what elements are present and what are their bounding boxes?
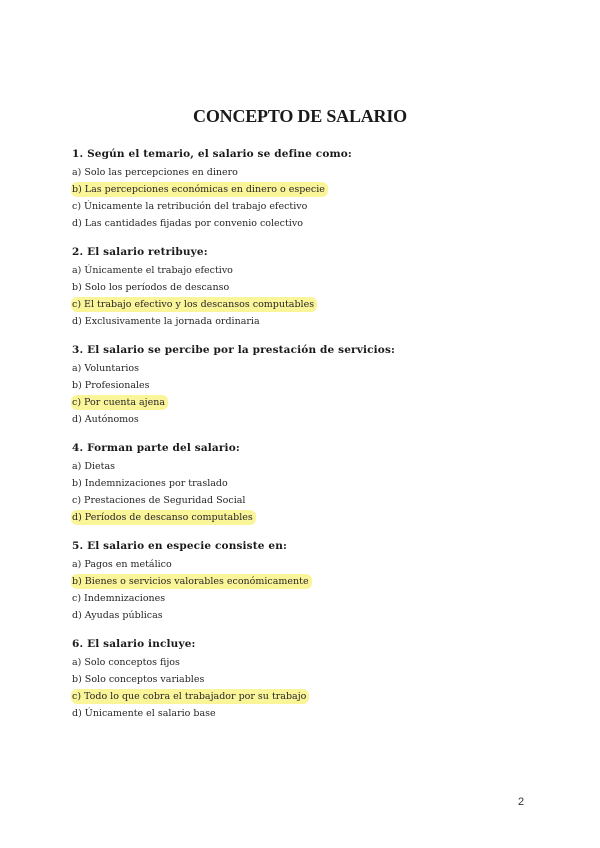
question-text: 3. El salario se percibe por la prestación de servicios:: [72, 344, 396, 356]
answer-option: b) Solo conceptos variables: [72, 674, 205, 685]
answer-option: c) Indemnizaciones: [72, 593, 166, 604]
page-title: CONCEPTO DE SALARIO: [193, 106, 407, 126]
question-list: [72, 147, 542, 735]
question-3: [72, 343, 542, 428]
question-2: [72, 245, 542, 330]
answer-option: c) Prestaciones de Seguridad Social: [72, 495, 246, 506]
question-text: 4. Forman parte del salario:: [72, 442, 240, 454]
question-4: [72, 441, 542, 526]
answer-option: d) Únicamente el salario base: [72, 708, 216, 719]
answer-option-highlighted: b) Bienes o servicios valorables económicamente: [72, 573, 542, 590]
answer-option: a) Solo conceptos fijos: [72, 657, 180, 668]
answer-option: d) Ayudas públicas: [72, 610, 163, 621]
answer-option-highlighted: d) Períodos de descanso computables: [72, 509, 542, 526]
page-number: 2: [518, 796, 525, 808]
answer-option: b) Indemnizaciones por traslado: [72, 478, 228, 489]
answer-option: a) Voluntarios: [72, 363, 140, 374]
answer-option: b) Profesionales: [72, 380, 150, 391]
answer-option: c) Únicamente la retribución del trabajo efectivo: [72, 201, 308, 212]
answer-option-highlighted: c) Todo lo que cobra el trabajador por su trabajo: [72, 688, 542, 705]
question-1: [72, 147, 542, 232]
answer-option: d) Las cantidades fijadas por convenio colectivo: [72, 218, 303, 229]
answer-option: d) Exclusivamente la jornada ordinaria: [72, 316, 260, 327]
answer-option-highlighted: c) Por cuenta ajena: [72, 394, 542, 411]
question-text: 6. El salario incluye:: [72, 638, 196, 650]
question-text: 2. El salario retribuye:: [72, 246, 208, 258]
answer-option: a) Únicamente el trabajo efectivo: [72, 265, 233, 276]
answer-option: a) Dietas: [72, 461, 116, 472]
question-text: 1. Según el temario, el salario se define como:: [72, 148, 352, 160]
question-5: [72, 539, 542, 624]
answer-option: a) Pagos en metálico: [72, 559, 172, 570]
answer-option: d) Autónomos: [72, 414, 139, 425]
answer-option-highlighted: c) El trabajo efectivo y los descansos computables: [72, 296, 542, 313]
answer-option: b) Solo los períodos de descanso: [72, 282, 230, 293]
question-text: 5. El salario en especie consiste en:: [72, 540, 288, 552]
question-6: [72, 637, 542, 722]
answer-option: a) Solo las percepciones en dinero: [72, 167, 238, 178]
answer-option-highlighted: b) Las percepciones económicas en dinero o especie: [72, 181, 542, 198]
